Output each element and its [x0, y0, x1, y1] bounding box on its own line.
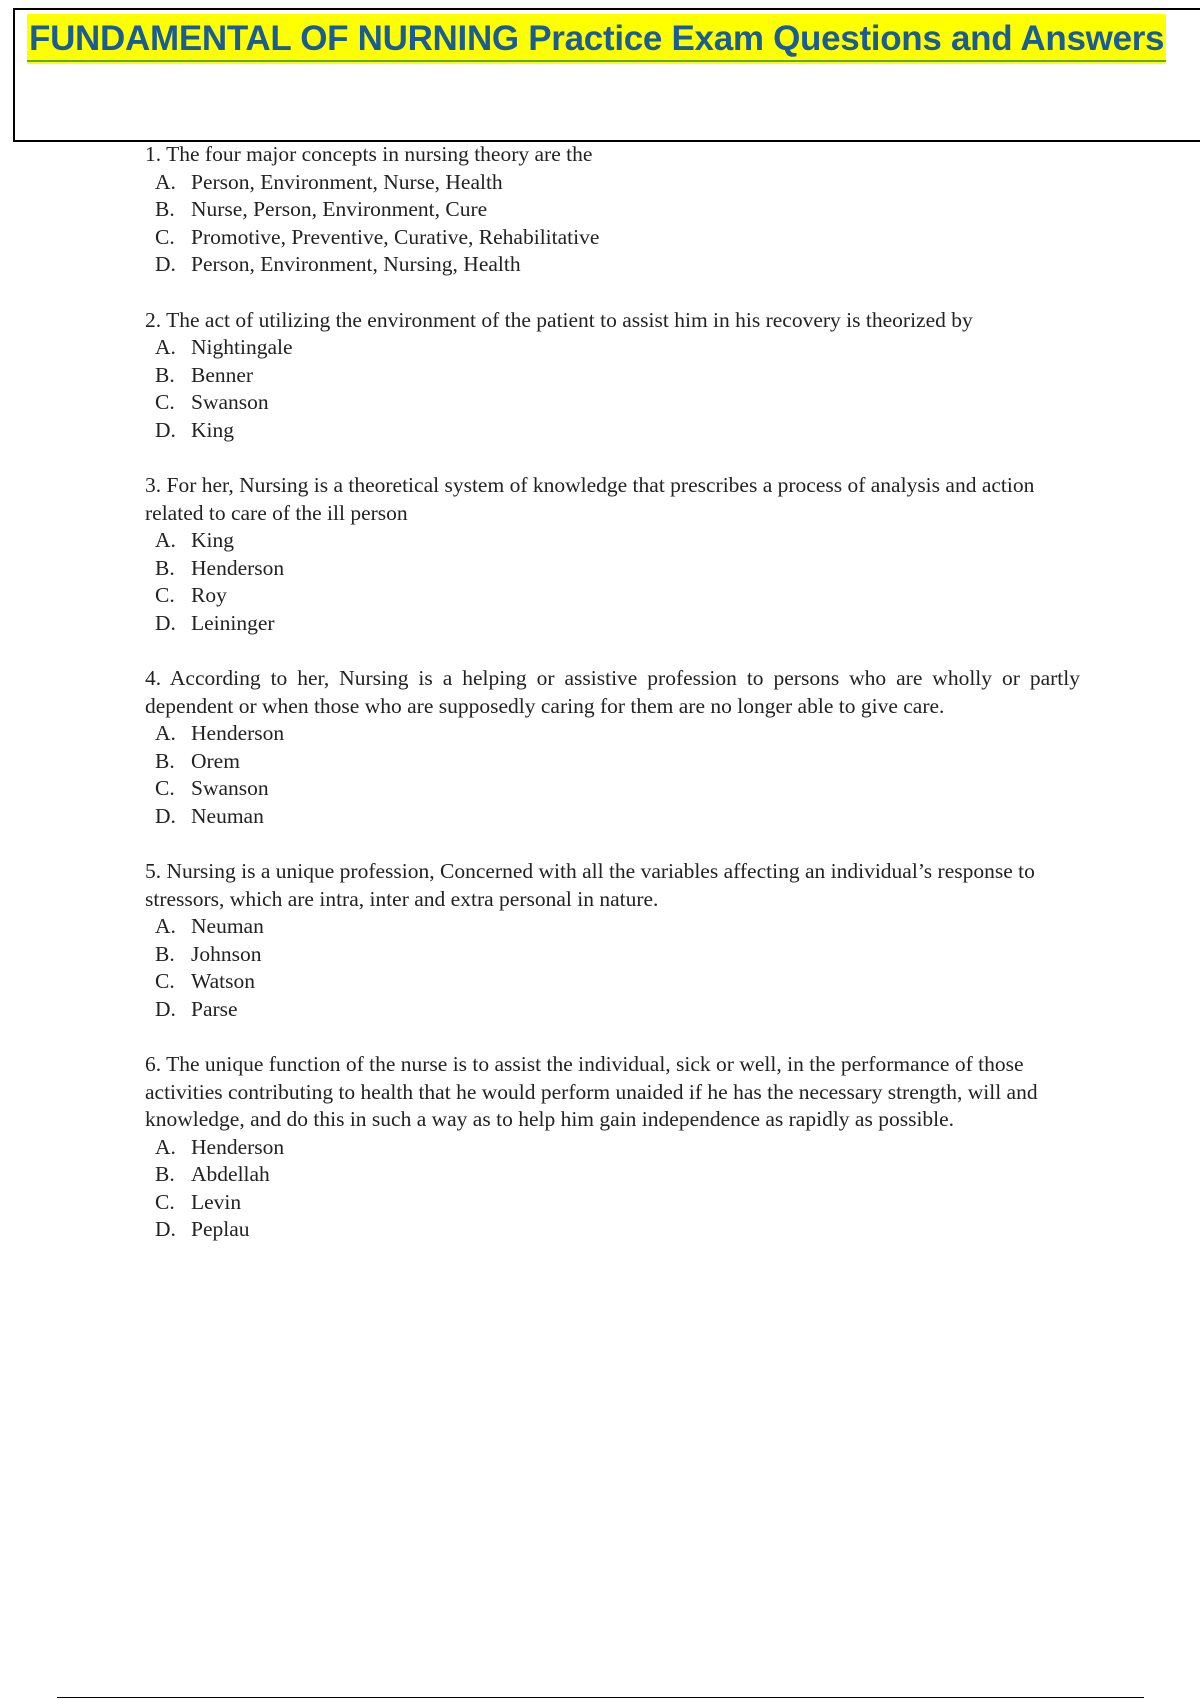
option-letter: A. [155, 1134, 176, 1159]
option-letter: B. [155, 555, 175, 580]
question-text: 1. The four major concepts in nursing theory are the [145, 142, 593, 166]
option-text: Person, Environment, Nurse, Health [191, 169, 503, 194]
question-text: 4. According to her, Nursing is a helping or assistive profession to persons who are wholly or partly dependent or when those who are supposedly caring for them are no longer able to give care. [145, 666, 1080, 718]
option-a [155, 169, 1080, 197]
option-list [145, 1134, 1080, 1244]
question-5 [145, 858, 1080, 1023]
question-text: 2. The act of utilizing the environment of the patient to assist him in his recovery is theorized by [145, 307, 973, 332]
option-text: Roy [191, 583, 227, 607]
question-3 [145, 472, 1080, 637]
option-b [155, 1161, 1080, 1189]
option-text: Benner [191, 362, 254, 387]
option-text: Leininger [191, 610, 275, 635]
option-letter: A. [155, 721, 176, 745]
option-letter: C. [155, 969, 175, 993]
option-a [155, 334, 1080, 362]
option-list [145, 720, 1080, 830]
question-list [145, 141, 1080, 1272]
option-list [145, 334, 1080, 444]
option-c [155, 968, 1080, 996]
option-d [155, 996, 1080, 1024]
option-letter: B. [155, 748, 175, 773]
option-d [155, 251, 1080, 279]
option-letter: A. [155, 528, 176, 552]
option-text: Neuman [191, 803, 264, 828]
question-4 [145, 665, 1080, 830]
question-1 [145, 141, 1080, 279]
option-text: Orem [191, 748, 240, 773]
option-d [155, 610, 1080, 638]
option-c [155, 582, 1080, 610]
option-letter: C. [155, 224, 175, 249]
option-letter: D. [155, 996, 176, 1021]
option-b [155, 555, 1080, 583]
question-6 [145, 1051, 1080, 1244]
question-text: 5. Nursing is a unique profession, Concerned with all the variables affecting an individual’s response to stressors, which are intra, inter and extra personal in nature. [145, 859, 1035, 911]
option-letter: D. [155, 803, 176, 828]
option-letter: D. [155, 610, 176, 635]
option-letter: D. [155, 252, 176, 276]
option-letter: D. [155, 417, 176, 442]
option-text: Peplau [191, 1217, 250, 1241]
option-text: King [191, 417, 234, 442]
option-text: Levin [191, 1189, 242, 1214]
option-letter: B. [155, 1162, 175, 1186]
question-2 [145, 307, 1080, 445]
option-letter: D. [155, 1217, 176, 1241]
option-text: King [191, 528, 234, 552]
option-text: Person, Environment, Nursing, Health [191, 252, 521, 276]
option-a [155, 527, 1080, 555]
option-letter: C. [155, 1189, 175, 1214]
option-a [155, 1134, 1080, 1162]
title-underline [27, 60, 1166, 62]
option-a [155, 720, 1080, 748]
option-letter: A. [155, 169, 176, 194]
option-letter: B. [155, 197, 175, 221]
question-text: 6. The unique function of the nurse is to assist the individual, sick or well, in the performance of those activities contributing to health that he would perform unaided if he has the necessary strength, will and knowledge, and do this in such a way as to help him gain independence as rapidly as possible. [145, 1052, 1038, 1131]
option-c [155, 389, 1080, 417]
option-letter: A. [155, 335, 176, 359]
option-text: Promotive, Preventive, Curative, Rehabilitative [191, 224, 600, 249]
option-c [155, 224, 1080, 252]
option-text: Nightingale [191, 335, 293, 359]
question-text: 3. For her, Nursing is a theoretical system of knowledge that prescribes a process of analysis and action related to care of the ill person [145, 473, 1035, 525]
option-d [155, 1216, 1080, 1244]
option-text: Swanson [191, 390, 269, 414]
option-a [155, 913, 1080, 941]
option-text: Henderson [191, 721, 285, 745]
option-text: Parse [191, 996, 238, 1021]
option-text: Johnson [191, 941, 262, 966]
option-letter: B. [155, 362, 175, 387]
option-list [145, 913, 1080, 1023]
option-list [145, 527, 1080, 637]
option-letter: C. [155, 390, 175, 414]
option-list [145, 169, 1080, 279]
option-letter: C. [155, 583, 175, 607]
page-title: FUNDAMENTAL OF NURNING Practice Exam Questions and Answers [27, 14, 1166, 64]
option-text: Neuman [191, 914, 264, 938]
option-text: Henderson [191, 1134, 285, 1159]
option-c [155, 1189, 1080, 1217]
option-b [155, 362, 1080, 390]
footer-divider [57, 1697, 1144, 1698]
option-d [155, 417, 1080, 445]
option-text: Nurse, Person, Environment, Cure [191, 197, 488, 221]
option-text: Abdellah [191, 1162, 270, 1186]
option-letter: A. [155, 914, 176, 938]
option-letter: B. [155, 941, 175, 966]
option-b [155, 748, 1080, 776]
option-b [155, 941, 1080, 969]
option-c [155, 775, 1080, 803]
option-text: Henderson [191, 555, 285, 580]
option-d [155, 803, 1080, 831]
option-letter: C. [155, 776, 175, 800]
option-b [155, 196, 1080, 224]
option-text: Watson [191, 969, 255, 993]
option-text: Swanson [191, 776, 269, 800]
